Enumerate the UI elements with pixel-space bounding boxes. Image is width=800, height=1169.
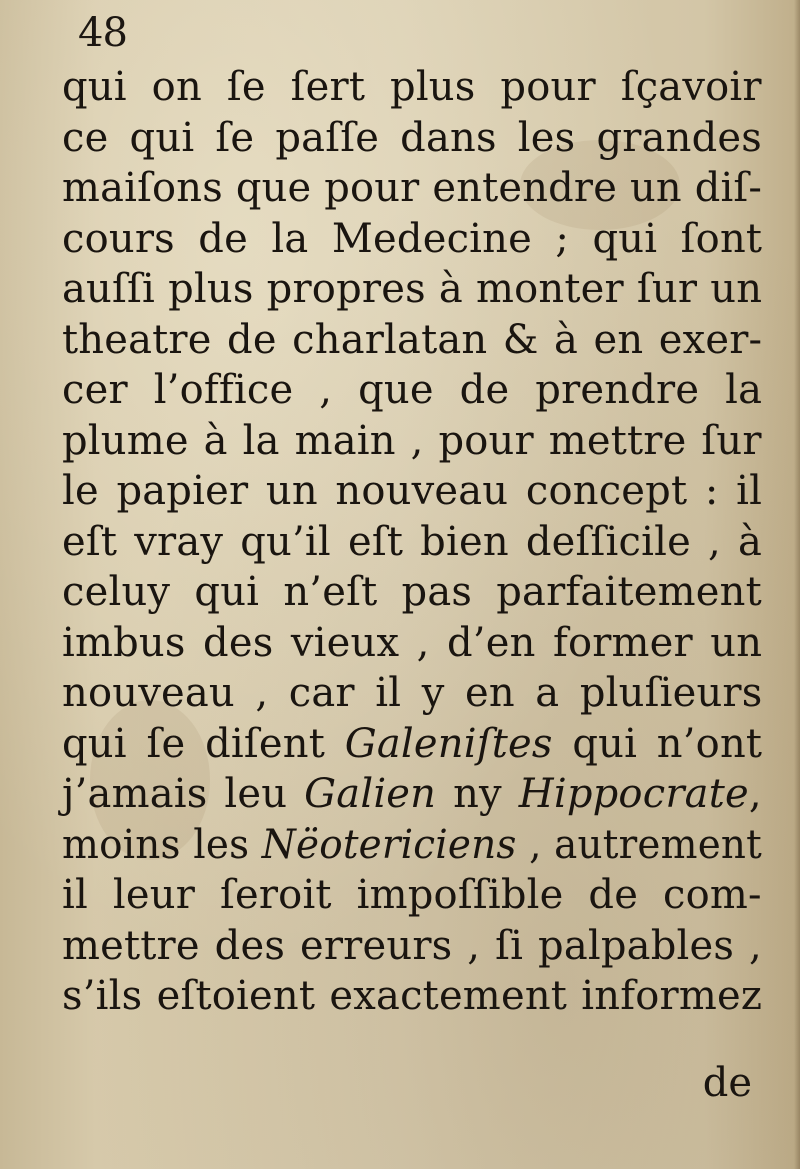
- text-run: ny: [436, 771, 519, 817]
- text-line: [62, 416, 762, 467]
- text-run: qui ſe diſent: [62, 720, 345, 767]
- catchword: de: [702, 1060, 752, 1106]
- text-line: [62, 163, 762, 214]
- text-line: [62, 668, 762, 719]
- text-run: nouveau , car il y en a pluſieurs: [62, 670, 763, 716]
- text-body: [62, 62, 762, 1022]
- text-run: theatre de charlatan & à en exer-: [62, 316, 763, 363]
- text-line: [62, 264, 762, 315]
- text-run: , autrement: [516, 821, 762, 868]
- text-line: [62, 971, 762, 1022]
- text-run: maiſons que pour entendre un diſ-: [62, 165, 763, 211]
- text-line: [62, 921, 762, 972]
- text-run: qui n’ont: [552, 720, 763, 767]
- text-run: eſt vray qu’il eſt bien deſſicile , à: [62, 518, 763, 565]
- text-run: cours de la Medecine ; qui ſont: [62, 215, 763, 262]
- page-number: 48: [78, 10, 127, 56]
- italic-term: Galeniſtes: [344, 720, 553, 767]
- italic-term: Hippocrate: [518, 771, 749, 817]
- text-run: il leur ſeroit impoſſible de com-: [62, 872, 762, 918]
- text-line: [62, 567, 762, 618]
- text-run: cer l’office , que de prendre la: [62, 367, 763, 413]
- text-run: moins les: [62, 821, 262, 868]
- text-line: [62, 870, 762, 921]
- text-run: j’amais leu: [62, 771, 305, 817]
- text-line: [62, 113, 762, 164]
- text-line: [62, 820, 762, 871]
- text-run: s’ils eſtoient exactement informez: [62, 973, 763, 1019]
- text-run: imbus des vieux , d’en former un: [62, 619, 763, 666]
- text-run: ce qui ſe paſſe dans les grandes: [62, 114, 763, 161]
- italic-term: Galien: [304, 771, 437, 817]
- text-run: qui on ſe ſert plus pour ſçavoir: [62, 64, 762, 110]
- text-line: [62, 769, 762, 820]
- text-run: le papier un nouveau concept : il: [62, 468, 763, 514]
- page-edge-shadow: [794, 0, 800, 1169]
- text-run: mettre des erreurs , ſi palpables ,: [62, 922, 762, 969]
- text-line: [62, 214, 762, 265]
- text-run: plume à la main , pour mettre ſur: [62, 417, 762, 464]
- text-line: [62, 365, 762, 416]
- text-run: ,: [748, 771, 762, 817]
- text-run: celuy qui n’eſt pas parfaitement: [62, 569, 762, 615]
- text-run: auſſi plus propres à monter ſur un: [62, 266, 763, 312]
- text-line: [62, 618, 762, 669]
- italic-term: Nëotericiens: [261, 821, 517, 868]
- text-line: [62, 466, 762, 517]
- text-line: [62, 62, 762, 113]
- text-line: [62, 315, 762, 366]
- text-line: [62, 517, 762, 568]
- text-line: [62, 719, 762, 770]
